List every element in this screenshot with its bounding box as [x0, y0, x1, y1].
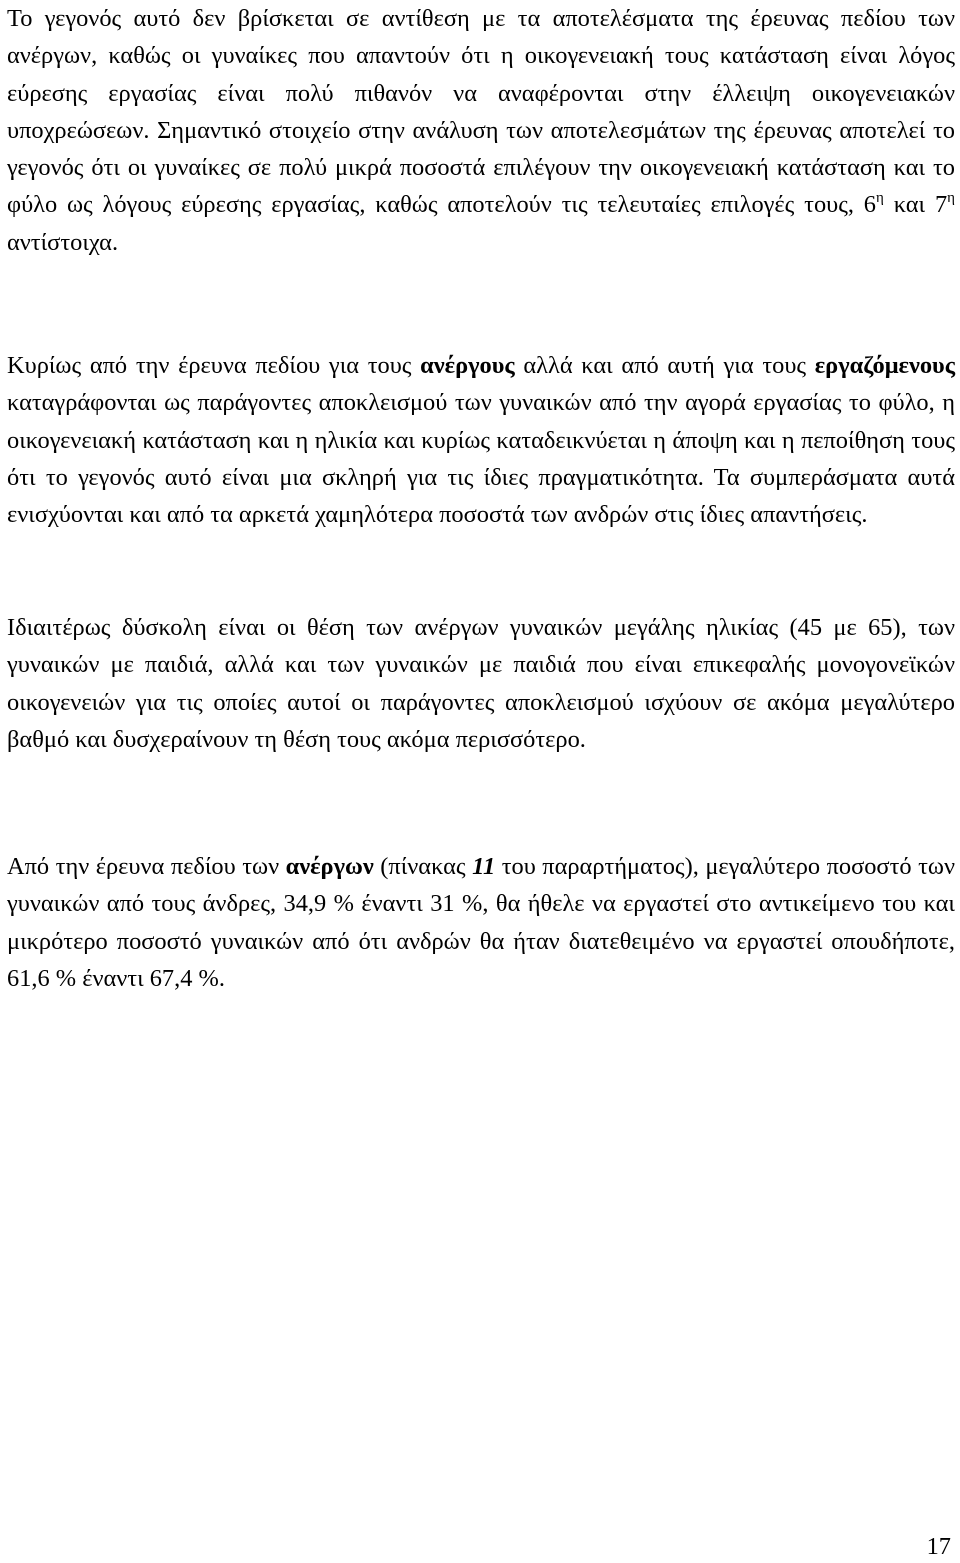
- document-page: [7, 0, 955, 1563]
- page-number: 17: [926, 1533, 951, 1560]
- paragraph-text: Το γεγονός αυτό δεν βρίσκεται σε αντίθεση με τα αποτελέσματα της έρευνας πεδίου των ανέργων, καθώς οι γυναίκες που απαντούν ότι η οικογενειακή τους κατάσταση είναι λόγος εύρεσης εργασίας είναι πολύ πιθανόν να αναφέρονται στην έλλειψη οικογενειακών υποχρεώσεων. Σημαντικό στοιχείο στην ανάλυση των αποτελεσμάτων της έρευνας αποτελεί το γεγονός ότι οι γυναίκες σε πολύ μικρά ποσοστά επιλέγουν την οικογενειακή κατάσταση και το φύλο ως λόγους εύρεσης εργασίας, καθώς αποτελούν τις τελευταίες επιλογές τους, 6: [7, 5, 955, 219]
- bold-term-unemployed: ανέργων: [285, 853, 374, 880]
- paragraph-text: και 7: [883, 191, 948, 219]
- paragraph-family-situation: [7, 0, 955, 261]
- paragraph-text: Κυρίως από την έρευνα πεδίου για τους: [7, 352, 421, 379]
- paragraph-exclusion-factors: [7, 347, 955, 533]
- bold-term-unemployed: ανέργους: [420, 352, 515, 379]
- paragraph-text: Ιδιαιτέρως δύσκολη είναι οι θέση των ανέργων γυναικών μεγάλης ηλικίας (45 με 65), των γυναικών με παιδιά, αλλά και των γυναικών με παιδιά που είναι επικεφαλής μονογονεϊκών οικογενειών για τις οποίες αυτοί οι παράγοντες αποκλεισμού ισχύουν σε ακόμα μεγαλύτερο βαθμό και δυσχεραίνουν τη θέση τους ακόμα περισσότερο.: [7, 614, 955, 753]
- ordinal-superscript: η: [947, 190, 955, 207]
- paragraph-field-research: [7, 848, 955, 997]
- table-reference-number: 11: [472, 853, 496, 880]
- paragraph-text: καταγράφονται ως παράγοντες αποκλεισμού των γυναικών από την αγορά εργασίας το φύλο, η οικογενειακή κατάσταση και η ηλικία και κυρίως καταδεικνύεται η άποψη και η πεποίθηση τους ότι το γεγονός αυτό είναι μια σκληρή για τις ίδιες πραγματικότητα. Τα συμπεράσματα αυτά ενισχύονται και από τα αρκετά χαμηλότερα ποσοστά των ανδρών στις ίδιες απαντήσεις.: [7, 389, 955, 529]
- paragraph-text: Από την έρευνα πεδίου των: [7, 853, 286, 880]
- bold-term-employed: εργαζόμενους: [814, 352, 955, 379]
- paragraph-text: του παραρτήματος), μεγαλύτερο ποσοστό των γυναικών από τους άνδρες, 34,9 % έναντι 31 %, θα ήθελε να εργαστεί στο αντικείμενο του και μικρότερο ποσοστό γυναικών από ότι ανδρών θα ήταν διατεθειμένο να εργαστεί οπουδήποτε, 61,6 % έναντι 67,4 %.: [7, 853, 955, 992]
- paragraph-text: (πίνακας: [373, 853, 473, 880]
- paragraph-difficult-position: [7, 609, 955, 758]
- paragraph-text: αντίστοιχα.: [7, 228, 119, 256]
- paragraph-text: αλλά και από αυτή για τους: [514, 352, 815, 379]
- ordinal-superscript: η: [876, 190, 884, 207]
